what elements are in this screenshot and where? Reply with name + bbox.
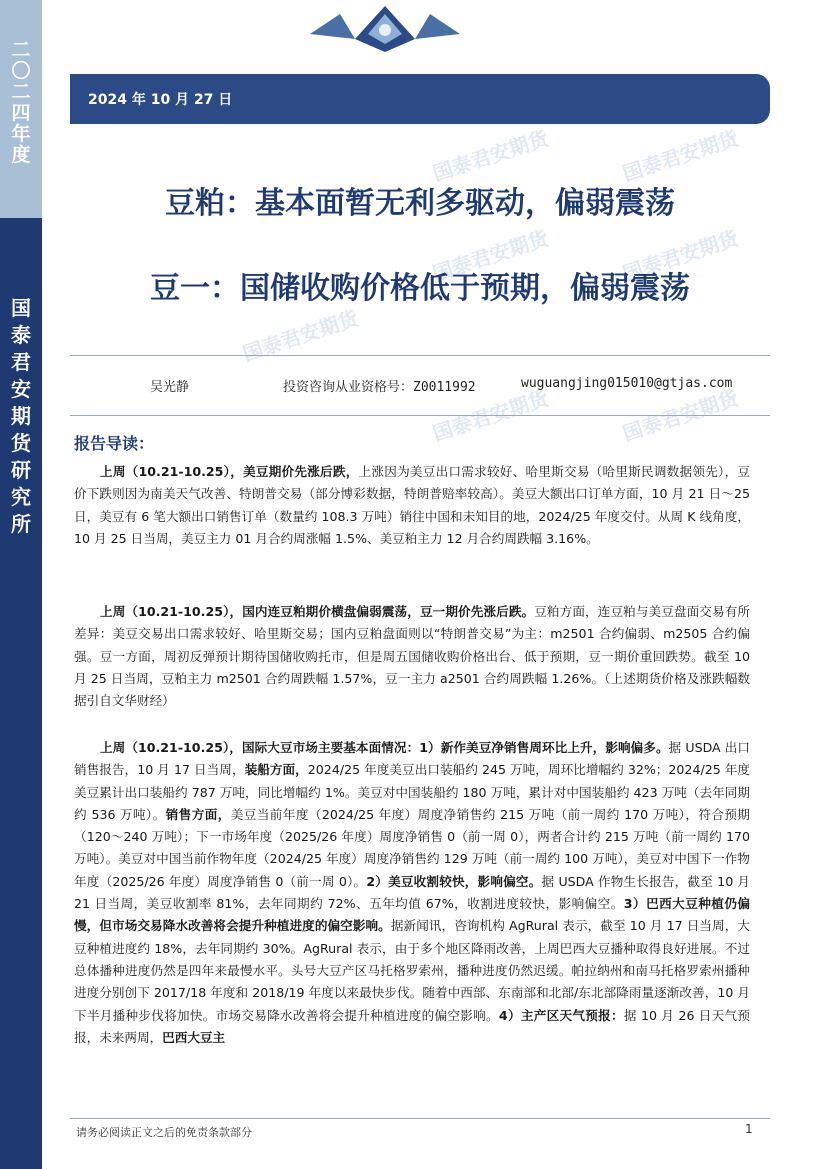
sidebar-company-char: 期 (11, 404, 31, 428)
paragraph-3-bold: 装船方面， (244, 762, 308, 778)
paragraph-3-bold: 销售方面， (165, 806, 231, 822)
sidebar-company-char: 泰 (11, 323, 31, 347)
sidebar-year-char: 〇 (11, 60, 31, 82)
sidebar-year-char: 二 (11, 81, 31, 103)
paragraph-2-body: 豆粕方面，连豆粕与美豆盘面交易有所差异：美豆交易出口需求较好、哈里斯交易；国内豆粕盘面则以“特朗普交易”为主：m2501 合约偏弱、m2505 合约偏强。豆一方面，周初反弹预计期待国储收购托市，但是周五国储收购价格出台、低于预期，豆一期价重回跌势。截至 10 月 25 日当周，豆粕主力 m2501 合约周跌幅 1.57%，豆一主力 a2501 合约周跌幅 1.26%。（上述期货价格及涨跌幅数据引自文华财经） (74, 604, 750, 709)
watermark: 国泰君安期货 (619, 125, 742, 186)
sidebar (0, 0, 42, 1169)
main-title: 豆粕：基本面暂无利多驱动，偏弱震荡 (165, 186, 675, 221)
sidebar-company-char: 研 (11, 458, 31, 482)
paragraph-1-body: 上涨因为美豆出口需求较好、哈里斯交易（哈里斯民调数据领先），豆价下跌则因为南美天气改善、特朗普交易（部分博彩数据，特朗普赔率较高）。美豆大额出口订单方面，10 月 21 日～25 日，美豆有 6 笔大额出口销售订单（数量约 108.3 万吨）销往中国和未知目的地，2024/25 年度交付。从周 K 线角度，10 月 25 日当周，美豆主力 01 月合约周涨幅 1.5%、美豆粕主力 12 月合约周跌幅 3.16%。 (74, 464, 750, 546)
paragraph-3-text: 美豆当前年度（2024/25 年度）周度净销售约 215 万吨（前一周约 170 万吨），符合预期（120～240 万吨）；下一市场年度（2025/26 年度）周度净销售 0（前一周 0），两者合计约 215 万吨（前一周约 170 万吨）。美豆对中国当前作物年度（2024/25 年度）周度净销售约 129 万吨（前一周约 100 万吨），美豆对中国下一作物年度（2025/26 年度）周度净销售 0（前一周 0）。 (74, 806, 751, 889)
paragraph-3-bold: 2）美豆收割较快，影响偏空。 (366, 873, 542, 889)
page-number: 1 (745, 1122, 753, 1136)
paragraph-3-bold: 4）主产区天气预报： (498, 1007, 624, 1023)
sidebar-company-char: 究 (11, 485, 31, 509)
diamond-logo-icon (300, 4, 470, 54)
paragraph-3-text: 2024/25 年度美豆出口装船约 245 万吨，周环比增幅约 32%；2024/25 年度美豆累计出口装船约 787 万吨，同比增幅约 1%。美豆对中国装船约 180 万吨，累计对中国装船约 423 万吨（去年同期约 536 万吨）。 (74, 762, 751, 822)
watermark: 国泰君安期货 (429, 125, 552, 186)
paragraph-2-lead: 上周（10.21-10.25），国内连豆粕期价横盘偏弱震荡，豆一期价先涨后跌。 (100, 604, 535, 619)
paragraph-3-bold: 3）巴西大豆种植仍偏慢，但市场交易降水改善将会提升种植进度的偏空影响。 (74, 896, 750, 934)
footer-divider (70, 1118, 770, 1119)
paragraph-3-text: 据 USDA 出口销售报告，10 月 17 日当周， (74, 740, 750, 778)
sub-title: 豆一：国储收购价格低于预期，偏弱震荡 (150, 271, 690, 306)
paragraph-3-text: 据 10 月 26 日天气预报，未来两周， (74, 1007, 751, 1045)
author-divider (70, 415, 770, 416)
sidebar-year (0, 40, 42, 166)
paragraph-3-bold: 巴西大豆主 (162, 1029, 226, 1045)
watermark: 国泰君安期货 (619, 385, 742, 446)
watermark: 国泰君安期货 (619, 225, 742, 286)
date-banner (70, 74, 770, 124)
sidebar-company-char: 国 (11, 296, 31, 320)
paragraph-3 (74, 737, 750, 1049)
paragraph-2 (74, 601, 750, 712)
sidebar-year-char: 度 (11, 144, 31, 166)
sidebar-company-char: 安 (11, 377, 31, 401)
paragraph-3-text: 据 USDA 作物生长报告，截至 10 月 21 日当周，美豆收割率 81%，去年同期约 72%、五年均值 67%，收割进度较快，影响偏空。 (74, 873, 750, 912)
watermark: 国泰君安期货 (239, 305, 362, 366)
paragraph-3-text: 据新闻讯，咨询机构 AgRural 表示，截至 10 月 17 日当周，大豆种植进度约 18%，去年同期约 30%。AgRural 表示，由于多个地区降雨改善，上周巴西大豆播种取得良好进展。不过总体播种进度仍然是四年来最慢水平。头号大豆产区马托格罗索州，播种进度仍然迟缓。帕拉纳州和南马托格罗索州播种进度分别创下 2017/18 年度和 2018/19 年度以来最快步伐。随着中西部、东南部和北部/东北部降雨量逐渐改善，10 月下半月播种步伐将加快。市场交易降水改善将会提升种植进度的偏空影响。 (74, 918, 750, 1023)
paragraph-3-lead: 上周（10.21-10.25），国际大豆市场主要基本面情况：1）新作美豆净销售周环比上升，影响偏多。 (100, 740, 669, 755)
sidebar-company-char: 所 (11, 512, 31, 536)
author-name: 吴光静 (150, 380, 190, 395)
sidebar-year-char: 四 (11, 102, 31, 124)
sidebar-year-char: 二 (11, 39, 31, 61)
paragraph-1 (74, 461, 750, 550)
footer-disclaimer: 请务必阅读正文之后的免责条款部分 (76, 1126, 252, 1139)
report-date: 2024 年 10 月 27 日 (88, 92, 233, 108)
watermark: 国泰君安期货 (429, 385, 552, 446)
sidebar-company-char: 货 (11, 431, 31, 455)
title-divider (70, 355, 770, 356)
section-heading: 报告导读： (74, 434, 155, 453)
author-license: 投资咨询从业资格号：Z0011992 (283, 380, 476, 395)
watermark: 国泰君安期货 (429, 225, 552, 286)
author-email[interactable]: wuguangjing015010@gtjas.com (521, 376, 733, 391)
sidebar-company (0, 295, 42, 538)
sidebar-company-char: 君 (11, 350, 31, 374)
paragraph-1-lead: 上周（10.21-10.25），美豆期价先涨后跌， (100, 464, 359, 479)
sidebar-year-char: 年 (11, 123, 31, 145)
